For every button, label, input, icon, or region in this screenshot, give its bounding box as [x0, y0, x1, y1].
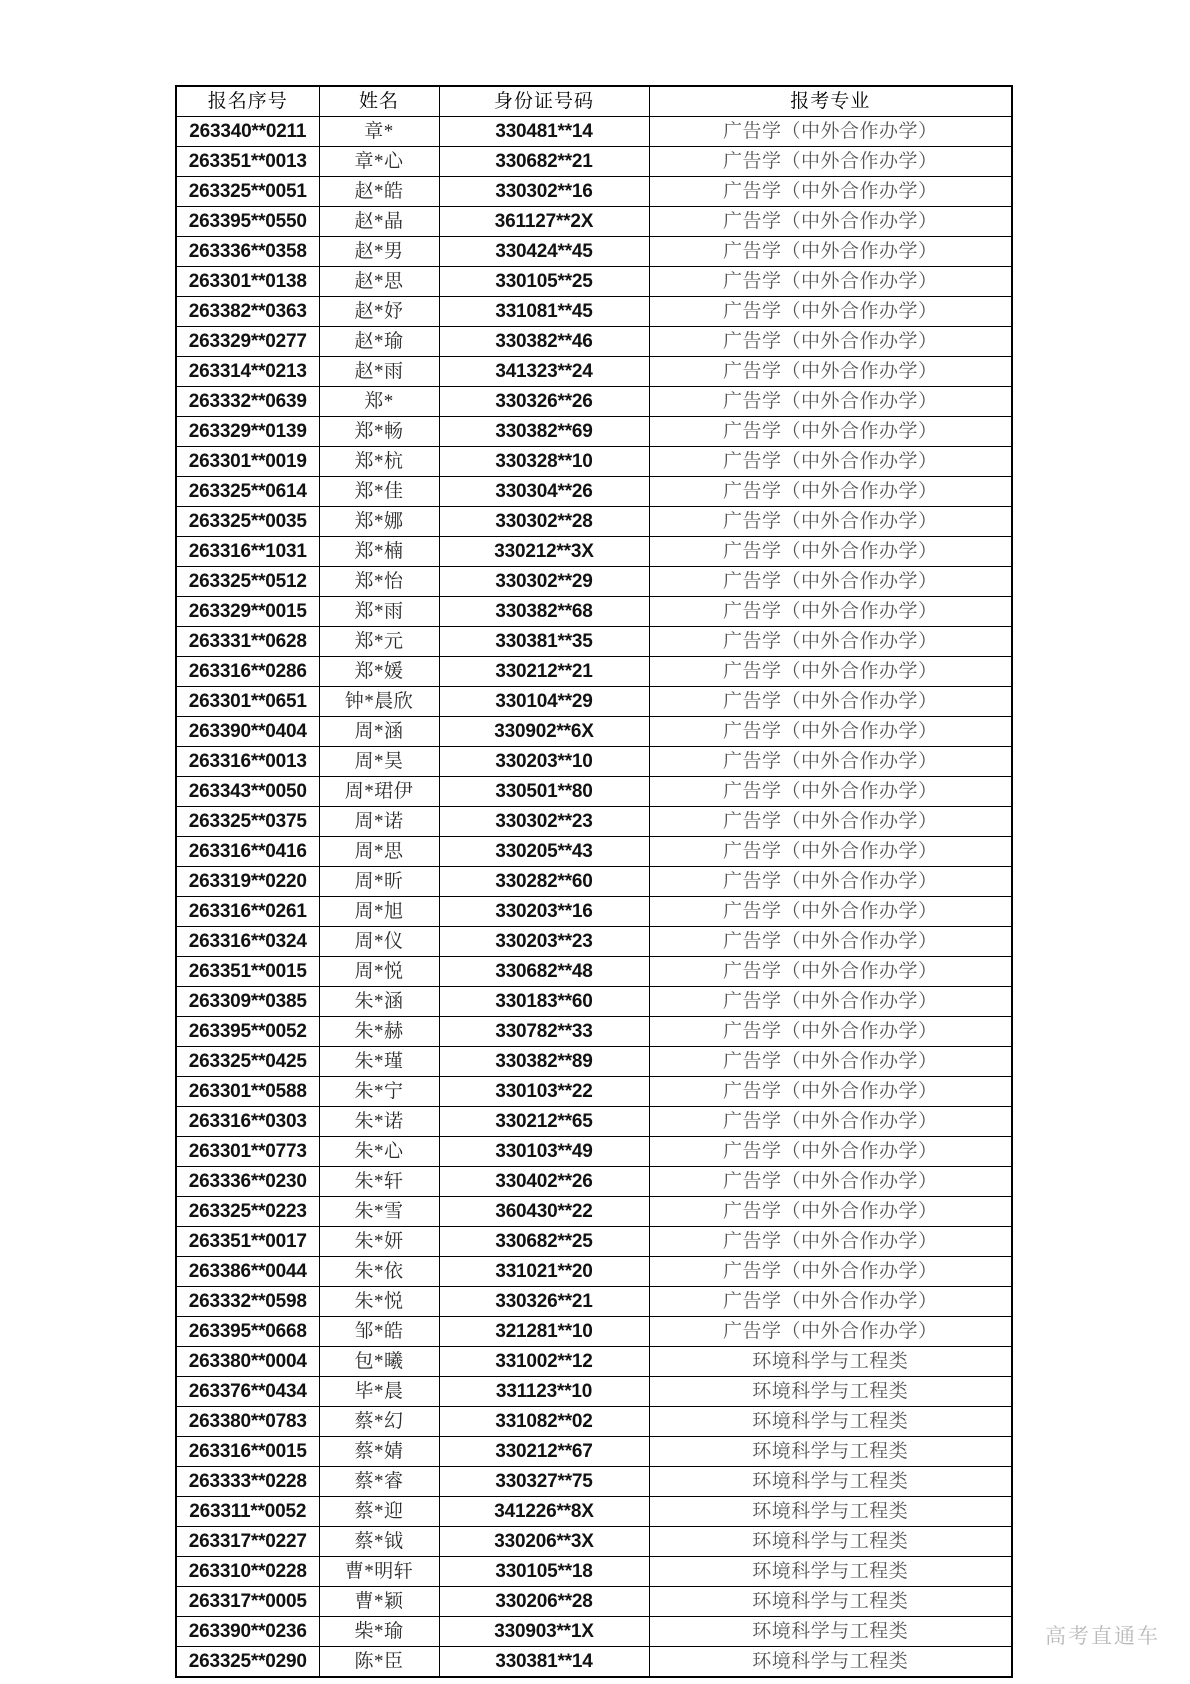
cell-major: 广告学（中外合作办学） [649, 417, 1012, 447]
cell-seq: 263343**0050 [176, 777, 319, 807]
cell-id-number: 330902**6X [439, 717, 649, 747]
cell-major: 环境科学与工程类 [649, 1557, 1012, 1587]
cell-seq: 263316**1031 [176, 537, 319, 567]
table-header [176, 86, 1012, 117]
cell-id-number: 330326**26 [439, 387, 649, 417]
cell-name: 曹*明轩 [319, 1557, 439, 1587]
table-row [176, 117, 1012, 147]
column-header-id-number: 身份证号码 [439, 86, 649, 117]
cell-major: 广告学（中外合作办学） [649, 297, 1012, 327]
cell-id-number: 330481**14 [439, 117, 649, 147]
table-row [176, 1407, 1012, 1437]
cell-major: 广告学（中外合作办学） [649, 207, 1012, 237]
table-row [176, 1107, 1012, 1137]
cell-id-number: 330424**45 [439, 237, 649, 267]
cell-id-number: 330302**28 [439, 507, 649, 537]
cell-name: 赵*妤 [319, 297, 439, 327]
cell-major: 广告学（中外合作办学） [649, 537, 1012, 567]
cell-major: 广告学（中外合作办学） [649, 507, 1012, 537]
cell-seq: 263301**0019 [176, 447, 319, 477]
table-row [176, 1077, 1012, 1107]
cell-seq: 263301**0138 [176, 267, 319, 297]
cell-id-number: 330682**21 [439, 147, 649, 177]
table-row [176, 957, 1012, 987]
table-row [176, 687, 1012, 717]
cell-seq: 263317**0005 [176, 1587, 319, 1617]
cell-id-number: 330903**1X [439, 1617, 649, 1647]
table-header-row [176, 86, 1012, 117]
cell-name: 郑* [319, 387, 439, 417]
cell-id-number: 330282**60 [439, 867, 649, 897]
column-header-seq: 报名序号 [176, 86, 319, 117]
cell-id-number: 330203**16 [439, 897, 649, 927]
cell-name: 蔡*钺 [319, 1527, 439, 1557]
table-row [176, 297, 1012, 327]
cell-id-number: 330302**23 [439, 807, 649, 837]
cell-seq: 263301**0588 [176, 1077, 319, 1107]
table-row [176, 1557, 1012, 1587]
cell-id-number: 330105**25 [439, 267, 649, 297]
cell-major: 广告学（中外合作办学） [649, 807, 1012, 837]
cell-major: 环境科学与工程类 [649, 1437, 1012, 1467]
cell-major: 广告学（中外合作办学） [649, 897, 1012, 927]
cell-id-number: 341323**24 [439, 357, 649, 387]
table-row [176, 1257, 1012, 1287]
cell-name: 朱*妍 [319, 1227, 439, 1257]
cell-seq: 263331**0628 [176, 627, 319, 657]
cell-id-number: 330206**3X [439, 1527, 649, 1557]
cell-seq: 263329**0277 [176, 327, 319, 357]
cell-seq: 263395**0052 [176, 1017, 319, 1047]
table-row [176, 447, 1012, 477]
cell-major: 广告学（中外合作办学） [649, 1137, 1012, 1167]
cell-major: 广告学（中外合作办学） [649, 1017, 1012, 1047]
table-row [176, 177, 1012, 207]
cell-name: 朱*雪 [319, 1197, 439, 1227]
table-row [176, 807, 1012, 837]
cell-seq: 263325**0035 [176, 507, 319, 537]
cell-name: 朱*心 [319, 1137, 439, 1167]
cell-id-number: 330203**10 [439, 747, 649, 777]
cell-name: 邹*皓 [319, 1317, 439, 1347]
table-row [176, 147, 1012, 177]
table-row [176, 1527, 1012, 1557]
cell-name: 陈*臣 [319, 1647, 439, 1678]
cell-major: 广告学（中外合作办学） [649, 1257, 1012, 1287]
cell-name: 朱*涵 [319, 987, 439, 1017]
cell-seq: 263386**0044 [176, 1257, 319, 1287]
table-row [176, 1287, 1012, 1317]
cell-name: 朱*依 [319, 1257, 439, 1287]
cell-seq: 263325**0051 [176, 177, 319, 207]
cell-seq: 263376**0434 [176, 1377, 319, 1407]
table-row [176, 1137, 1012, 1167]
table-row [176, 1617, 1012, 1647]
cell-id-number: 330203**23 [439, 927, 649, 957]
cell-major: 广告学（中外合作办学） [649, 867, 1012, 897]
cell-major: 广告学（中外合作办学） [649, 447, 1012, 477]
cell-id-number: 330183**60 [439, 987, 649, 1017]
cell-id-number: 341226**8X [439, 1497, 649, 1527]
cell-major: 广告学（中外合作办学） [649, 117, 1012, 147]
cell-seq: 263316**0015 [176, 1437, 319, 1467]
table-row [176, 777, 1012, 807]
cell-id-number: 331081**45 [439, 297, 649, 327]
table-row [176, 1647, 1012, 1678]
cell-name: 赵*皓 [319, 177, 439, 207]
cell-id-number: 330105**18 [439, 1557, 649, 1587]
cell-seq: 263316**0324 [176, 927, 319, 957]
cell-id-number: 330382**69 [439, 417, 649, 447]
cell-major: 环境科学与工程类 [649, 1377, 1012, 1407]
cell-id-number: 330501**80 [439, 777, 649, 807]
cell-name: 周*旭 [319, 897, 439, 927]
table-row [176, 837, 1012, 867]
cell-seq: 263311**0052 [176, 1497, 319, 1527]
cell-seq: 263325**0512 [176, 567, 319, 597]
cell-major: 广告学（中外合作办学） [649, 1047, 1012, 1077]
cell-major: 环境科学与工程类 [649, 1647, 1012, 1678]
cell-seq: 263325**0425 [176, 1047, 319, 1077]
table-row [176, 1587, 1012, 1617]
table-row [176, 537, 1012, 567]
cell-major: 广告学（中外合作办学） [649, 777, 1012, 807]
cell-name: 郑*元 [319, 627, 439, 657]
cell-id-number: 330206**28 [439, 1587, 649, 1617]
column-header-major: 报考专业 [649, 86, 1012, 117]
cell-major: 广告学（中外合作办学） [649, 1227, 1012, 1257]
cell-seq: 263310**0228 [176, 1557, 319, 1587]
cell-seq: 263325**0290 [176, 1647, 319, 1678]
cell-name: 周*涵 [319, 717, 439, 747]
cell-name: 朱*轩 [319, 1167, 439, 1197]
table-row [176, 1227, 1012, 1257]
watermark: 高考直通车 [1045, 1625, 1160, 1648]
cell-seq: 263325**0375 [176, 807, 319, 837]
cell-id-number: 330782**33 [439, 1017, 649, 1047]
cell-id-number: 330382**46 [439, 327, 649, 357]
table-row [176, 387, 1012, 417]
cell-major: 广告学（中外合作办学） [649, 567, 1012, 597]
cell-id-number: 330381**35 [439, 627, 649, 657]
cell-seq: 263316**0286 [176, 657, 319, 687]
cell-major: 广告学（中外合作办学） [649, 837, 1012, 867]
cell-seq: 263316**0303 [176, 1107, 319, 1137]
cell-id-number: 330212**67 [439, 1437, 649, 1467]
cell-major: 广告学（中外合作办学） [649, 327, 1012, 357]
cell-id-number: 330382**89 [439, 1047, 649, 1077]
table-row [176, 1197, 1012, 1227]
cell-name: 周*昊 [319, 747, 439, 777]
cell-major: 广告学（中外合作办学） [649, 1107, 1012, 1137]
cell-major: 广告学（中外合作办学） [649, 927, 1012, 957]
cell-name: 朱*瑾 [319, 1047, 439, 1077]
cell-major: 广告学（中外合作办学） [649, 717, 1012, 747]
cell-major: 广告学（中外合作办学） [649, 177, 1012, 207]
cell-id-number: 331123**10 [439, 1377, 649, 1407]
cell-seq: 263380**0783 [176, 1407, 319, 1437]
table-row [176, 1317, 1012, 1347]
cell-id-number: 330381**14 [439, 1647, 649, 1678]
column-header-name: 姓名 [319, 86, 439, 117]
cell-major: 环境科学与工程类 [649, 1587, 1012, 1617]
table-row [176, 417, 1012, 447]
cell-name: 章*心 [319, 147, 439, 177]
table-body [176, 117, 1012, 1678]
cell-major: 广告学（中外合作办学） [649, 657, 1012, 687]
table-row [176, 1347, 1012, 1377]
cell-name: 毕*晨 [319, 1377, 439, 1407]
cell-id-number: 330304**26 [439, 477, 649, 507]
cell-id-number: 330682**25 [439, 1227, 649, 1257]
cell-id-number: 360430**22 [439, 1197, 649, 1227]
cell-name: 朱*悦 [319, 1287, 439, 1317]
cell-name: 赵*雨 [319, 357, 439, 387]
cell-major: 广告学（中外合作办学） [649, 1317, 1012, 1347]
cell-major: 环境科学与工程类 [649, 1407, 1012, 1437]
cell-major: 广告学（中外合作办学） [649, 597, 1012, 627]
table-row [176, 627, 1012, 657]
cell-id-number: 330104**29 [439, 687, 649, 717]
cell-seq: 263316**0261 [176, 897, 319, 927]
cell-id-number: 330212**3X [439, 537, 649, 567]
cell-id-number: 330328**10 [439, 447, 649, 477]
table-row [176, 1377, 1012, 1407]
cell-name: 郑*畅 [319, 417, 439, 447]
cell-major: 广告学（中外合作办学） [649, 237, 1012, 267]
cell-seq: 263317**0227 [176, 1527, 319, 1557]
cell-name: 周*思 [319, 837, 439, 867]
table-row [176, 987, 1012, 1017]
cell-id-number: 330205**43 [439, 837, 649, 867]
cell-name: 柴*瑜 [319, 1617, 439, 1647]
cell-name: 章* [319, 117, 439, 147]
cell-id-number: 330326**21 [439, 1287, 649, 1317]
cell-seq: 263329**0139 [176, 417, 319, 447]
table-row [176, 597, 1012, 627]
table-row [176, 897, 1012, 927]
table-row [176, 657, 1012, 687]
cell-major: 广告学（中外合作办学） [649, 1167, 1012, 1197]
cell-major: 环境科学与工程类 [649, 1467, 1012, 1497]
cell-major: 环境科学与工程类 [649, 1617, 1012, 1647]
table-row [176, 1437, 1012, 1467]
cell-name: 赵*瑜 [319, 327, 439, 357]
cell-seq: 263395**0550 [176, 207, 319, 237]
cell-seq: 263333**0228 [176, 1467, 319, 1497]
cell-name: 周*仪 [319, 927, 439, 957]
cell-seq: 263380**0004 [176, 1347, 319, 1377]
table-row [176, 927, 1012, 957]
roster-table-container [175, 85, 1011, 1678]
cell-seq: 263382**0363 [176, 297, 319, 327]
cell-major: 环境科学与工程类 [649, 1527, 1012, 1557]
table-row [176, 1497, 1012, 1527]
cell-major: 广告学（中外合作办学） [649, 687, 1012, 717]
cell-name: 赵*思 [319, 267, 439, 297]
table-row [176, 507, 1012, 537]
cell-id-number: 361127**2X [439, 207, 649, 237]
cell-name: 蔡*睿 [319, 1467, 439, 1497]
cell-major: 广告学（中外合作办学） [649, 747, 1012, 777]
cell-id-number: 330212**65 [439, 1107, 649, 1137]
table-row [176, 207, 1012, 237]
cell-major: 广告学（中外合作办学） [649, 147, 1012, 177]
cell-seq: 263336**0358 [176, 237, 319, 267]
cell-seq: 263301**0651 [176, 687, 319, 717]
table-row [176, 1167, 1012, 1197]
table-row [176, 867, 1012, 897]
cell-major: 广告学（中外合作办学） [649, 627, 1012, 657]
cell-id-number: 330402**26 [439, 1167, 649, 1197]
cell-seq: 263395**0668 [176, 1317, 319, 1347]
cell-seq: 263332**0598 [176, 1287, 319, 1317]
cell-id-number: 331021**20 [439, 1257, 649, 1287]
cell-seq: 263319**0220 [176, 867, 319, 897]
cell-major: 广告学（中外合作办学） [649, 1287, 1012, 1317]
cell-id-number: 330103**22 [439, 1077, 649, 1107]
cell-major: 广告学（中外合作办学） [649, 267, 1012, 297]
cell-name: 朱*宁 [319, 1077, 439, 1107]
cell-id-number: 330302**16 [439, 177, 649, 207]
cell-id-number: 330682**48 [439, 957, 649, 987]
cell-major: 环境科学与工程类 [649, 1497, 1012, 1527]
cell-seq: 263390**0236 [176, 1617, 319, 1647]
cell-name: 曹*颖 [319, 1587, 439, 1617]
cell-seq: 263351**0013 [176, 147, 319, 177]
cell-name: 蔡*迎 [319, 1497, 439, 1527]
cell-name: 赵*男 [319, 237, 439, 267]
cell-seq: 263329**0015 [176, 597, 319, 627]
cell-seq: 263309**0385 [176, 987, 319, 1017]
cell-major: 广告学（中外合作办学） [649, 957, 1012, 987]
cell-seq: 263314**0213 [176, 357, 319, 387]
cell-seq: 263325**0614 [176, 477, 319, 507]
cell-name: 朱*赫 [319, 1017, 439, 1047]
cell-name: 蔡*婧 [319, 1437, 439, 1467]
cell-seq: 263336**0230 [176, 1167, 319, 1197]
table-row [176, 717, 1012, 747]
cell-id-number: 330382**68 [439, 597, 649, 627]
cell-id-number: 330103**49 [439, 1137, 649, 1167]
cell-name: 郑*佳 [319, 477, 439, 507]
cell-name: 钟*晨欣 [319, 687, 439, 717]
cell-name: 蔡*幻 [319, 1407, 439, 1437]
cell-name: 周*昕 [319, 867, 439, 897]
cell-major: 环境科学与工程类 [649, 1347, 1012, 1377]
cell-major: 广告学（中外合作办学） [649, 387, 1012, 417]
cell-name: 郑*楠 [319, 537, 439, 567]
cell-seq: 263351**0017 [176, 1227, 319, 1257]
cell-name: 周*诺 [319, 807, 439, 837]
cell-major: 广告学（中外合作办学） [649, 1197, 1012, 1227]
cell-seq: 263325**0223 [176, 1197, 319, 1227]
cell-name: 周*珺伊 [319, 777, 439, 807]
cell-name: 赵*晶 [319, 207, 439, 237]
cell-id-number: 321281**10 [439, 1317, 649, 1347]
cell-name: 郑*怡 [319, 567, 439, 597]
cell-major: 广告学（中外合作办学） [649, 1077, 1012, 1107]
cell-seq: 263316**0013 [176, 747, 319, 777]
applicant-roster-table [175, 85, 1013, 1678]
table-row [176, 1047, 1012, 1077]
table-row [176, 327, 1012, 357]
table-row [176, 237, 1012, 267]
cell-id-number: 331002**12 [439, 1347, 649, 1377]
cell-seq: 263340**0211 [176, 117, 319, 147]
cell-major: 广告学（中外合作办学） [649, 357, 1012, 387]
table-row [176, 1467, 1012, 1497]
cell-seq: 263390**0404 [176, 717, 319, 747]
cell-major: 广告学（中外合作办学） [649, 987, 1012, 1017]
cell-id-number: 331082**02 [439, 1407, 649, 1437]
cell-seq: 263332**0639 [176, 387, 319, 417]
cell-name: 郑*媛 [319, 657, 439, 687]
cell-seq: 263301**0773 [176, 1137, 319, 1167]
cell-name: 周*悦 [319, 957, 439, 987]
cell-name: 朱*诺 [319, 1107, 439, 1137]
table-row [176, 267, 1012, 297]
cell-id-number: 330212**21 [439, 657, 649, 687]
cell-major: 广告学（中外合作办学） [649, 477, 1012, 507]
table-row [176, 477, 1012, 507]
table-row [176, 747, 1012, 777]
table-row [176, 567, 1012, 597]
cell-id-number: 330327**75 [439, 1467, 649, 1497]
cell-name: 郑*雨 [319, 597, 439, 627]
cell-id-number: 330302**29 [439, 567, 649, 597]
cell-seq: 263316**0416 [176, 837, 319, 867]
table-row [176, 1017, 1012, 1047]
table-row [176, 357, 1012, 387]
cell-seq: 263351**0015 [176, 957, 319, 987]
cell-name: 包*曦 [319, 1347, 439, 1377]
cell-name: 郑*杭 [319, 447, 439, 477]
cell-name: 郑*娜 [319, 507, 439, 537]
